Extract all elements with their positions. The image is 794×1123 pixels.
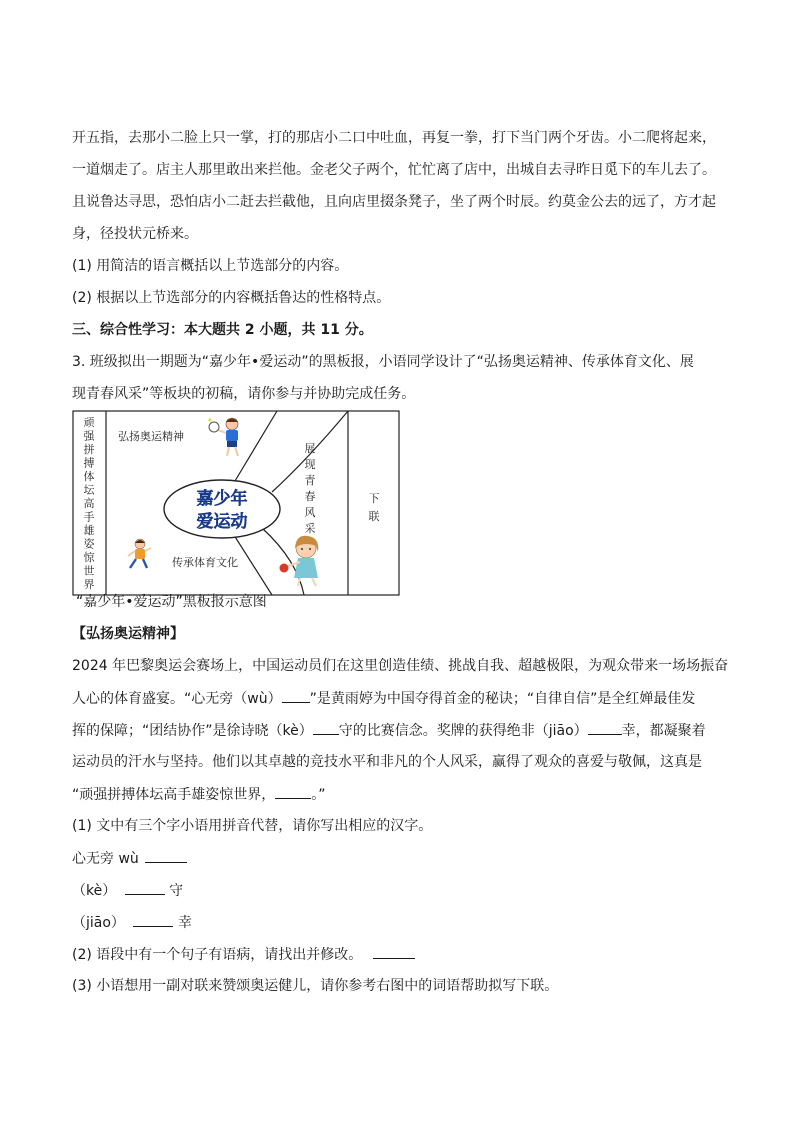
question-3-line-2: 现青春风采”等板块的初稿，请你参与并协助完成任务。 <box>72 386 416 402</box>
answer-jiao-suffix: 幸 <box>177 915 192 931</box>
right_vertical-char: 青 <box>304 474 316 487</box>
para-line-5 <box>72 784 727 805</box>
passage-line-2: 一道烟走了。店主人那里敢出来拦他。金老父子两个，忙忙离了店中，出城自去寻昨日觅下的车儿去了。 <box>72 162 716 178</box>
diagram-caption: “嘉少年•爱运动”黑板报示意图 <box>76 594 267 610</box>
para-line-3-part-a: 挥的保障；“团结协作”是徐诗晓（kè） <box>72 723 313 739</box>
left_vertical-char: 坛 <box>83 483 95 497</box>
blank-ke[interactable] <box>313 720 339 735</box>
far_right_vertical-char: 联 <box>368 510 380 523</box>
answer-wu-label: 心无旁 wù <box>72 851 139 867</box>
subquestion-1: (1) 文中有三个字小语用拼音代替，请你写出相应的汉字。 <box>72 818 433 834</box>
subquestion-2 <box>72 944 727 965</box>
left_vertical-char: 顽 <box>83 416 95 429</box>
left_vertical-char: 手 <box>83 510 95 524</box>
answer-ke-label: （kè） <box>72 883 117 899</box>
left_vertical-char: 惊 <box>83 551 95 564</box>
para-line-4: 运动员的汗水与坚持。他们以其卓越的竞技水平和非凡的个人风采，赢得了观众的喜爱与敬佩，这真是 <box>72 754 702 770</box>
left_vertical-char: 搏 <box>83 456 95 470</box>
answer-row-wu <box>72 848 727 869</box>
para-line-2-part-a: 人心的体育盛宴。“心无旁（wù） <box>72 691 282 707</box>
left_vertical-char: 世 <box>83 564 95 578</box>
section-3-heading: 三、综合性学习：本大题共 2 小题，共 11 分。 <box>72 322 373 338</box>
left_vertical-char: 拼 <box>83 443 95 456</box>
blank-couplet[interactable] <box>275 784 311 799</box>
left_vertical-char: 体 <box>83 470 95 483</box>
answer-ke-blank[interactable] <box>125 880 165 895</box>
label-bottom: 传承体育文化 <box>172 556 238 569</box>
right_vertical-char: 风 <box>304 506 316 519</box>
section-title: 【弘扬奥运精神】 <box>72 626 184 642</box>
question-2: (2) 根据以上节选部分的内容概括鲁达的性格特点。 <box>72 290 391 306</box>
answer-wu-blank[interactable] <box>145 848 187 863</box>
left_vertical-char: 高 <box>83 497 95 510</box>
para-line-5-part-b: 。” <box>311 787 326 803</box>
para-line-3-part-c: 幸，都凝聚着 <box>621 723 706 739</box>
center-title-line-1: 嘉少年 <box>196 489 248 509</box>
right_vertical-char: 春 <box>304 490 316 503</box>
para-line-3 <box>72 720 727 741</box>
para-line-2 <box>72 688 727 709</box>
answer-jiao-label: （jiāo） <box>72 915 125 931</box>
left_vertical-char: 姿 <box>83 537 95 551</box>
left_vertical-char: 雄 <box>83 524 95 537</box>
question-1: (1) 用简洁的语言概括以上节选部分的内容。 <box>72 258 349 274</box>
subquestion-2-blank[interactable] <box>373 944 415 959</box>
center-title-line-2: 爱运动 <box>196 512 248 532</box>
left_vertical-char: 界 <box>83 578 95 591</box>
para-line-5-part-a: “顽强拼搏体坛高手雄姿惊世界， <box>72 787 276 803</box>
blackboard-diagram <box>72 410 400 596</box>
para-line-1: 2024 年巴黎奥运会赛场上，中国运动员们在这里创造佳绩、挑战自我、超越极限，为观众带来一场场振奋 <box>72 658 729 674</box>
subquestion-2-text: (2) 语段中有一个句子有语病，请找出并修改。 <box>72 947 363 963</box>
passage-line-4: 身，径投状元桥来。 <box>72 226 198 242</box>
para-line-2-part-b: ”是黄雨婷为中国夺得首金的秘诀；“自律自信”是全红婵最佳发 <box>309 691 696 707</box>
blank-jiao[interactable] <box>588 720 622 735</box>
passage-line-1: 开五指，去那小二脸上只一掌，打的那店小二口中吐血，再复一拳，打下当门两个牙齿。小二爬将起来， <box>72 130 716 146</box>
right_vertical-char: 展 <box>304 442 316 455</box>
right_vertical-char: 采 <box>304 522 316 535</box>
answer-jiao-blank[interactable] <box>133 912 173 927</box>
para-line-3-part-b: 守的比赛信念。奖牌的获得绝非（jiāo） <box>338 723 588 739</box>
far_right_vertical-char: 下 <box>368 492 380 505</box>
question-3-line-1: 3. 班级拟出一期题为“嘉少年•爱运动”的黑板报，小语同学设计了“弘扬奥运精神、传承体育文化、展 <box>72 354 694 370</box>
blank-wu[interactable] <box>282 688 310 703</box>
right_vertical-char: 现 <box>304 458 316 471</box>
label-top: 弘扬奥运精神 <box>118 430 184 443</box>
answer-row-jiao <box>72 912 727 933</box>
passage-line-3: 且说鲁达寻思，恐怕店小二赶去拦截他，且向店里掇条凳子，坐了两个时辰。约莫金公去的远了，方才起 <box>72 194 716 210</box>
left_vertical-char: 强 <box>83 429 95 443</box>
subquestion-3: (3) 小语想用一副对联来赞颂奥运健儿，请你参考右图中的词语帮助拟写下联。 <box>72 978 559 994</box>
left-vertical-text <box>84 416 96 591</box>
answer-ke-suffix: 守 <box>169 883 184 899</box>
answer-row-ke <box>72 880 727 901</box>
